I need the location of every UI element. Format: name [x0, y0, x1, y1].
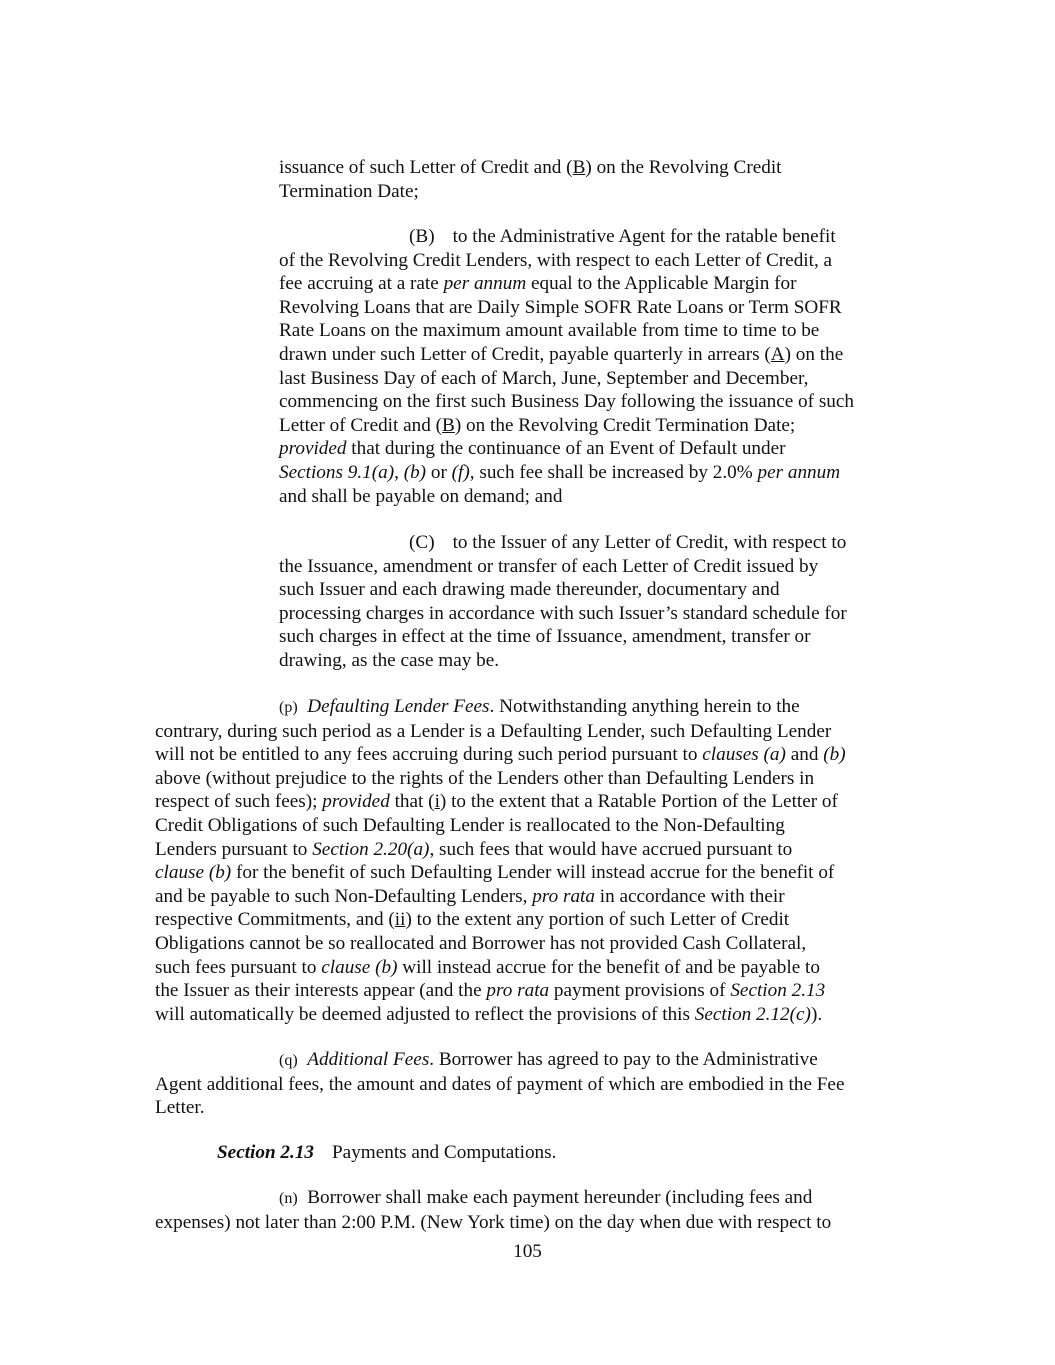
- line: last Business Day of each of March, June, September and December,: [279, 367, 809, 389]
- section-heading: [217, 1141, 556, 1165]
- line: provided that during the continuance of an Event of Default under: [279, 438, 786, 460]
- line: Agent additional fees, the amount and dates of payment of which are embodied in the Fee: [155, 1073, 845, 1095]
- clause-label: (C): [409, 532, 435, 553]
- line: contrary, during such period as a Lender is a Defaulting Lender, such Defaulting Lender: [155, 720, 832, 742]
- clause-c: [279, 531, 847, 673]
- line: drawn under such Letter of Credit, payable quarterly in arrears (A) on the: [279, 343, 844, 365]
- line: commencing on the first such Business Day following the issuance of such: [279, 391, 854, 413]
- line: (B) to the Administrative Agent for the ratable benefit: [409, 226, 836, 247]
- line: Rate Loans on the maximum amount available from time to time to be: [279, 320, 820, 342]
- line: such charges in effect at the time of Issuance, amendment, transfer or: [279, 626, 811, 648]
- line: Credit Obligations of such Defaulting Lender is reallocated to the Non-Defaulting: [155, 814, 785, 836]
- line: Revolving Loans that are Daily Simple SOFR Rate Loans or Term SOFR: [279, 296, 842, 318]
- clause-b: [279, 225, 854, 508]
- line: expenses) not later than 2:00 P.M. (New York time) on the day when due with respect to: [155, 1211, 832, 1233]
- line: drawing, as the case may be.: [279, 649, 500, 671]
- paragraph-q: [155, 1048, 844, 1120]
- line: Letter of Credit and (B) on the Revolving Credit Termination Date;: [279, 414, 796, 436]
- line: will automatically be deemed adjusted to reflect the provisions of this Section 2.12(c)).: [155, 1003, 823, 1025]
- line: issuance of such Letter of Credit and (B) on the Revolving Credit: [279, 157, 782, 178]
- line: will not be entitled to any fees accruing during such period pursuant to clauses (a) and (b): [155, 744, 846, 766]
- line: (q) Additional Fees. Borrower has agreed to pay to the Administrative: [279, 1049, 818, 1070]
- line: the Issuer as their interests appear (and the pro rata payment provisions of Section 2.13: [155, 980, 826, 1002]
- page-number: 105: [513, 1241, 542, 1262]
- line: Obligations cannot be so reallocated and Borrower has not provided Cash Collateral,: [155, 932, 807, 954]
- line: above (without prejudice to the rights of the Lenders other than Defaulting Lenders in: [155, 767, 815, 789]
- line: the Issuance, amendment or transfer of each Letter of Credit issued by: [279, 555, 819, 577]
- paragraph-n: [155, 1186, 831, 1234]
- line: Lenders pursuant to Section 2.20(a), such fees that would have accrued pursuant to: [155, 838, 793, 860]
- line: Sections 9.1(a), (b) or (f), such fee shall be increased by 2.0% per annum: [279, 461, 841, 483]
- line: [217, 1141, 556, 1165]
- clause-label: (B): [409, 226, 435, 247]
- paragraph-label: (p): [279, 699, 298, 716]
- line: and shall be payable on demand; and: [279, 485, 563, 507]
- line: of the Revolving Credit Lenders, with respect to each Letter of Credit, a: [279, 249, 833, 271]
- line: clause (b) for the benefit of such Defaulting Lender will instead accrue for the benefit of: [155, 862, 835, 884]
- line: (n) Borrower shall make each payment hereunder (including fees and: [279, 1187, 813, 1208]
- paragraph-heading: Additional Fees: [307, 1049, 430, 1070]
- line: (p) Defaulting Lender Fees. Notwithstanding anything herein to the: [279, 696, 800, 717]
- section-title: Payments and Computations.: [332, 1142, 557, 1163]
- line: such fees pursuant to clause (b) will instead accrue for the benefit of and be payable to: [155, 956, 820, 978]
- line: Termination Date;: [279, 180, 419, 202]
- line: Letter.: [155, 1097, 205, 1119]
- line: respective Commitments, and (ii) to the extent any portion of such Letter of Credit: [155, 909, 790, 931]
- line: processing charges in accordance with such Issuer’s standard schedule for: [279, 602, 847, 624]
- paragraph-heading: Defaulting Lender Fees: [307, 696, 490, 717]
- paragraph-label: (q): [279, 1052, 298, 1069]
- paragraph-label: (n): [279, 1190, 298, 1207]
- section-number: Section 2.13: [217, 1142, 315, 1163]
- carryover-text: [279, 156, 782, 203]
- line: such Issuer and each drawing made thereunder, documentary and: [279, 579, 780, 601]
- line: (C) to the Issuer of any Letter of Credit, with respect to: [409, 532, 847, 553]
- line: fee accruing at a rate per annum equal to the Applicable Margin for: [279, 273, 797, 295]
- line: and be payable to such Non-Defaulting Lenders, pro rata in accordance with their: [155, 885, 785, 907]
- line: respect of such fees); provided that (i) to the extent that a Ratable Portion of the Letter of: [155, 791, 838, 813]
- paragraph-p: [155, 695, 846, 1026]
